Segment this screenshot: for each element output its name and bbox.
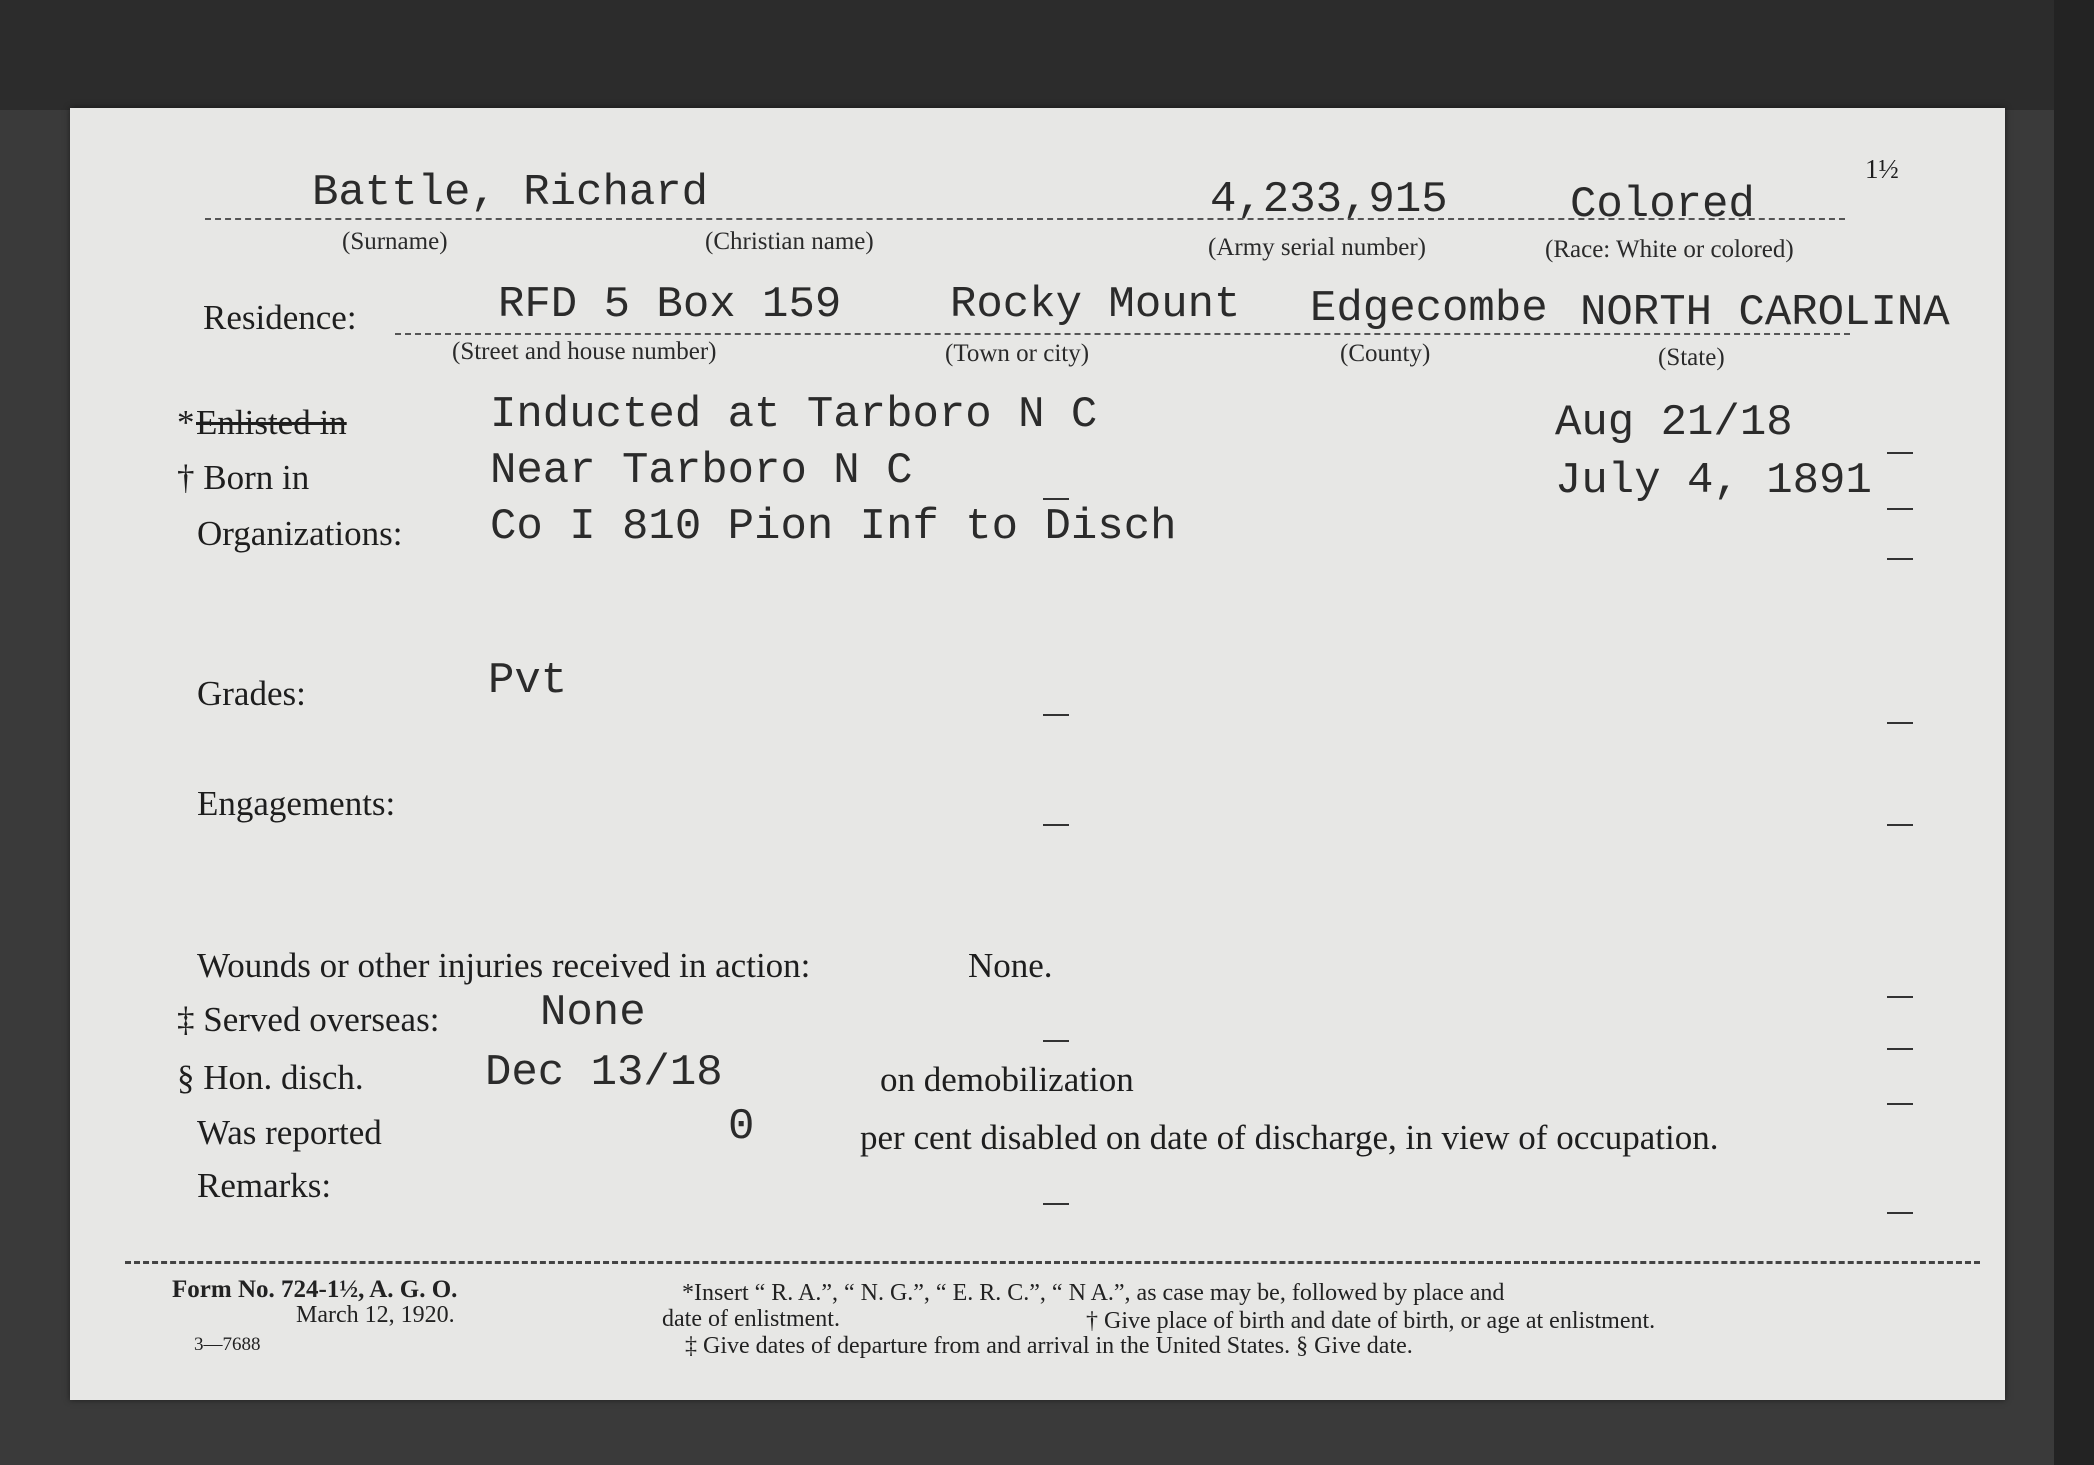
form-code: 3—7688 (194, 1334, 261, 1355)
engagements-label: Engagements: (197, 784, 396, 823)
mark (1043, 1203, 1069, 1205)
mark (1887, 1103, 1913, 1105)
caption-serial: (Army serial number) (1208, 234, 1426, 261)
residence-label: Residence: (203, 298, 357, 337)
hon-text: on demobilization (880, 1060, 1134, 1099)
mark (1887, 508, 1913, 510)
surname-value: Battle, Richard (312, 168, 709, 218)
born-place: Near Tarboro N C (490, 446, 913, 496)
organizations-value: Co I 810 Pion Inf to Disch (490, 502, 1177, 552)
form-date: March 12, 1920. (296, 1302, 455, 1328)
mark (1887, 1048, 1913, 1050)
mark (1043, 714, 1069, 716)
caption-surname: (Surname) (342, 228, 448, 255)
caption-street: (Street and house number) (452, 338, 717, 365)
mark (1887, 722, 1913, 724)
percent-value: 0 (728, 1102, 755, 1152)
footnote-dates: ‡ Give dates of departure from and arrival in the United States. § Give date. (685, 1333, 1413, 1359)
record-card (70, 108, 2005, 1400)
wounds-value: None. (968, 946, 1053, 985)
form-number: Form No. 724-1½, A. G. O. (172, 1276, 458, 1303)
remarks-label: Remarks: (197, 1166, 332, 1205)
background-top (0, 0, 2094, 110)
town-value: Rocky Mount (950, 280, 1241, 330)
born-date: July 4, 1891 (1555, 456, 1872, 506)
caption-christian: (Christian name) (705, 228, 874, 255)
mark (1043, 1040, 1069, 1042)
residence-line (395, 333, 1850, 335)
street-value: RFD 5 Box 159 (498, 280, 842, 330)
caption-race: (Race: White or colored) (1545, 236, 1794, 263)
percent-text: per cent disabled on date of discharge, in view of occupation. (860, 1118, 1719, 1157)
state-value: NORTH CAROLINA (1580, 288, 1950, 338)
background-right (2054, 0, 2094, 1465)
wounds-label: Wounds or other injuries received in action: (197, 946, 811, 985)
name-line (205, 218, 1845, 220)
enlisted-star: * (177, 403, 195, 442)
served-value: None (540, 988, 646, 1038)
mark (1887, 452, 1913, 454)
organizations-label: Organizations: (197, 514, 403, 553)
mark (1887, 1212, 1913, 1214)
served-label: ‡ Served overseas: (177, 1000, 440, 1039)
footnote-enlistment: date of enlistment. (662, 1306, 840, 1332)
grades-value: Pvt (488, 656, 568, 706)
enlisted-label: Enlisted in (196, 403, 347, 442)
caption-state: (State) (1658, 344, 1725, 371)
grades-label: Grades: (197, 674, 306, 713)
inducted-date: Aug 21/18 (1555, 398, 1793, 448)
hon-date: Dec 13/18 (485, 1048, 723, 1098)
county-value: Edgecombe (1310, 284, 1548, 334)
footer-rule (125, 1261, 1980, 1264)
mark (1043, 824, 1069, 826)
footnote-insert: *Insert “ R. A.”, “ N. G.”, “ E. R. C.”, “ N A.”, as case may be, followed by place and (682, 1280, 1505, 1306)
corner-number: 1½ (1865, 154, 1899, 184)
hon-label: § Hon. disch. (177, 1058, 364, 1097)
mark (1887, 824, 1913, 826)
inducted-value: Inducted at Tarboro N C (490, 390, 1098, 440)
mark (1043, 498, 1069, 500)
caption-county: (County) (1340, 340, 1431, 367)
footnote-birth: † Give place of birth and date of birth, or age at enlistment. (1086, 1308, 1656, 1334)
mark (1887, 996, 1913, 998)
born-label: † Born in (177, 458, 310, 497)
serial-value: 4,233,915 (1210, 175, 1448, 225)
reported-label: Was reported (197, 1113, 382, 1152)
race-value: Colored (1570, 180, 1755, 230)
caption-town: (Town or city) (945, 340, 1090, 367)
mark (1887, 558, 1913, 560)
